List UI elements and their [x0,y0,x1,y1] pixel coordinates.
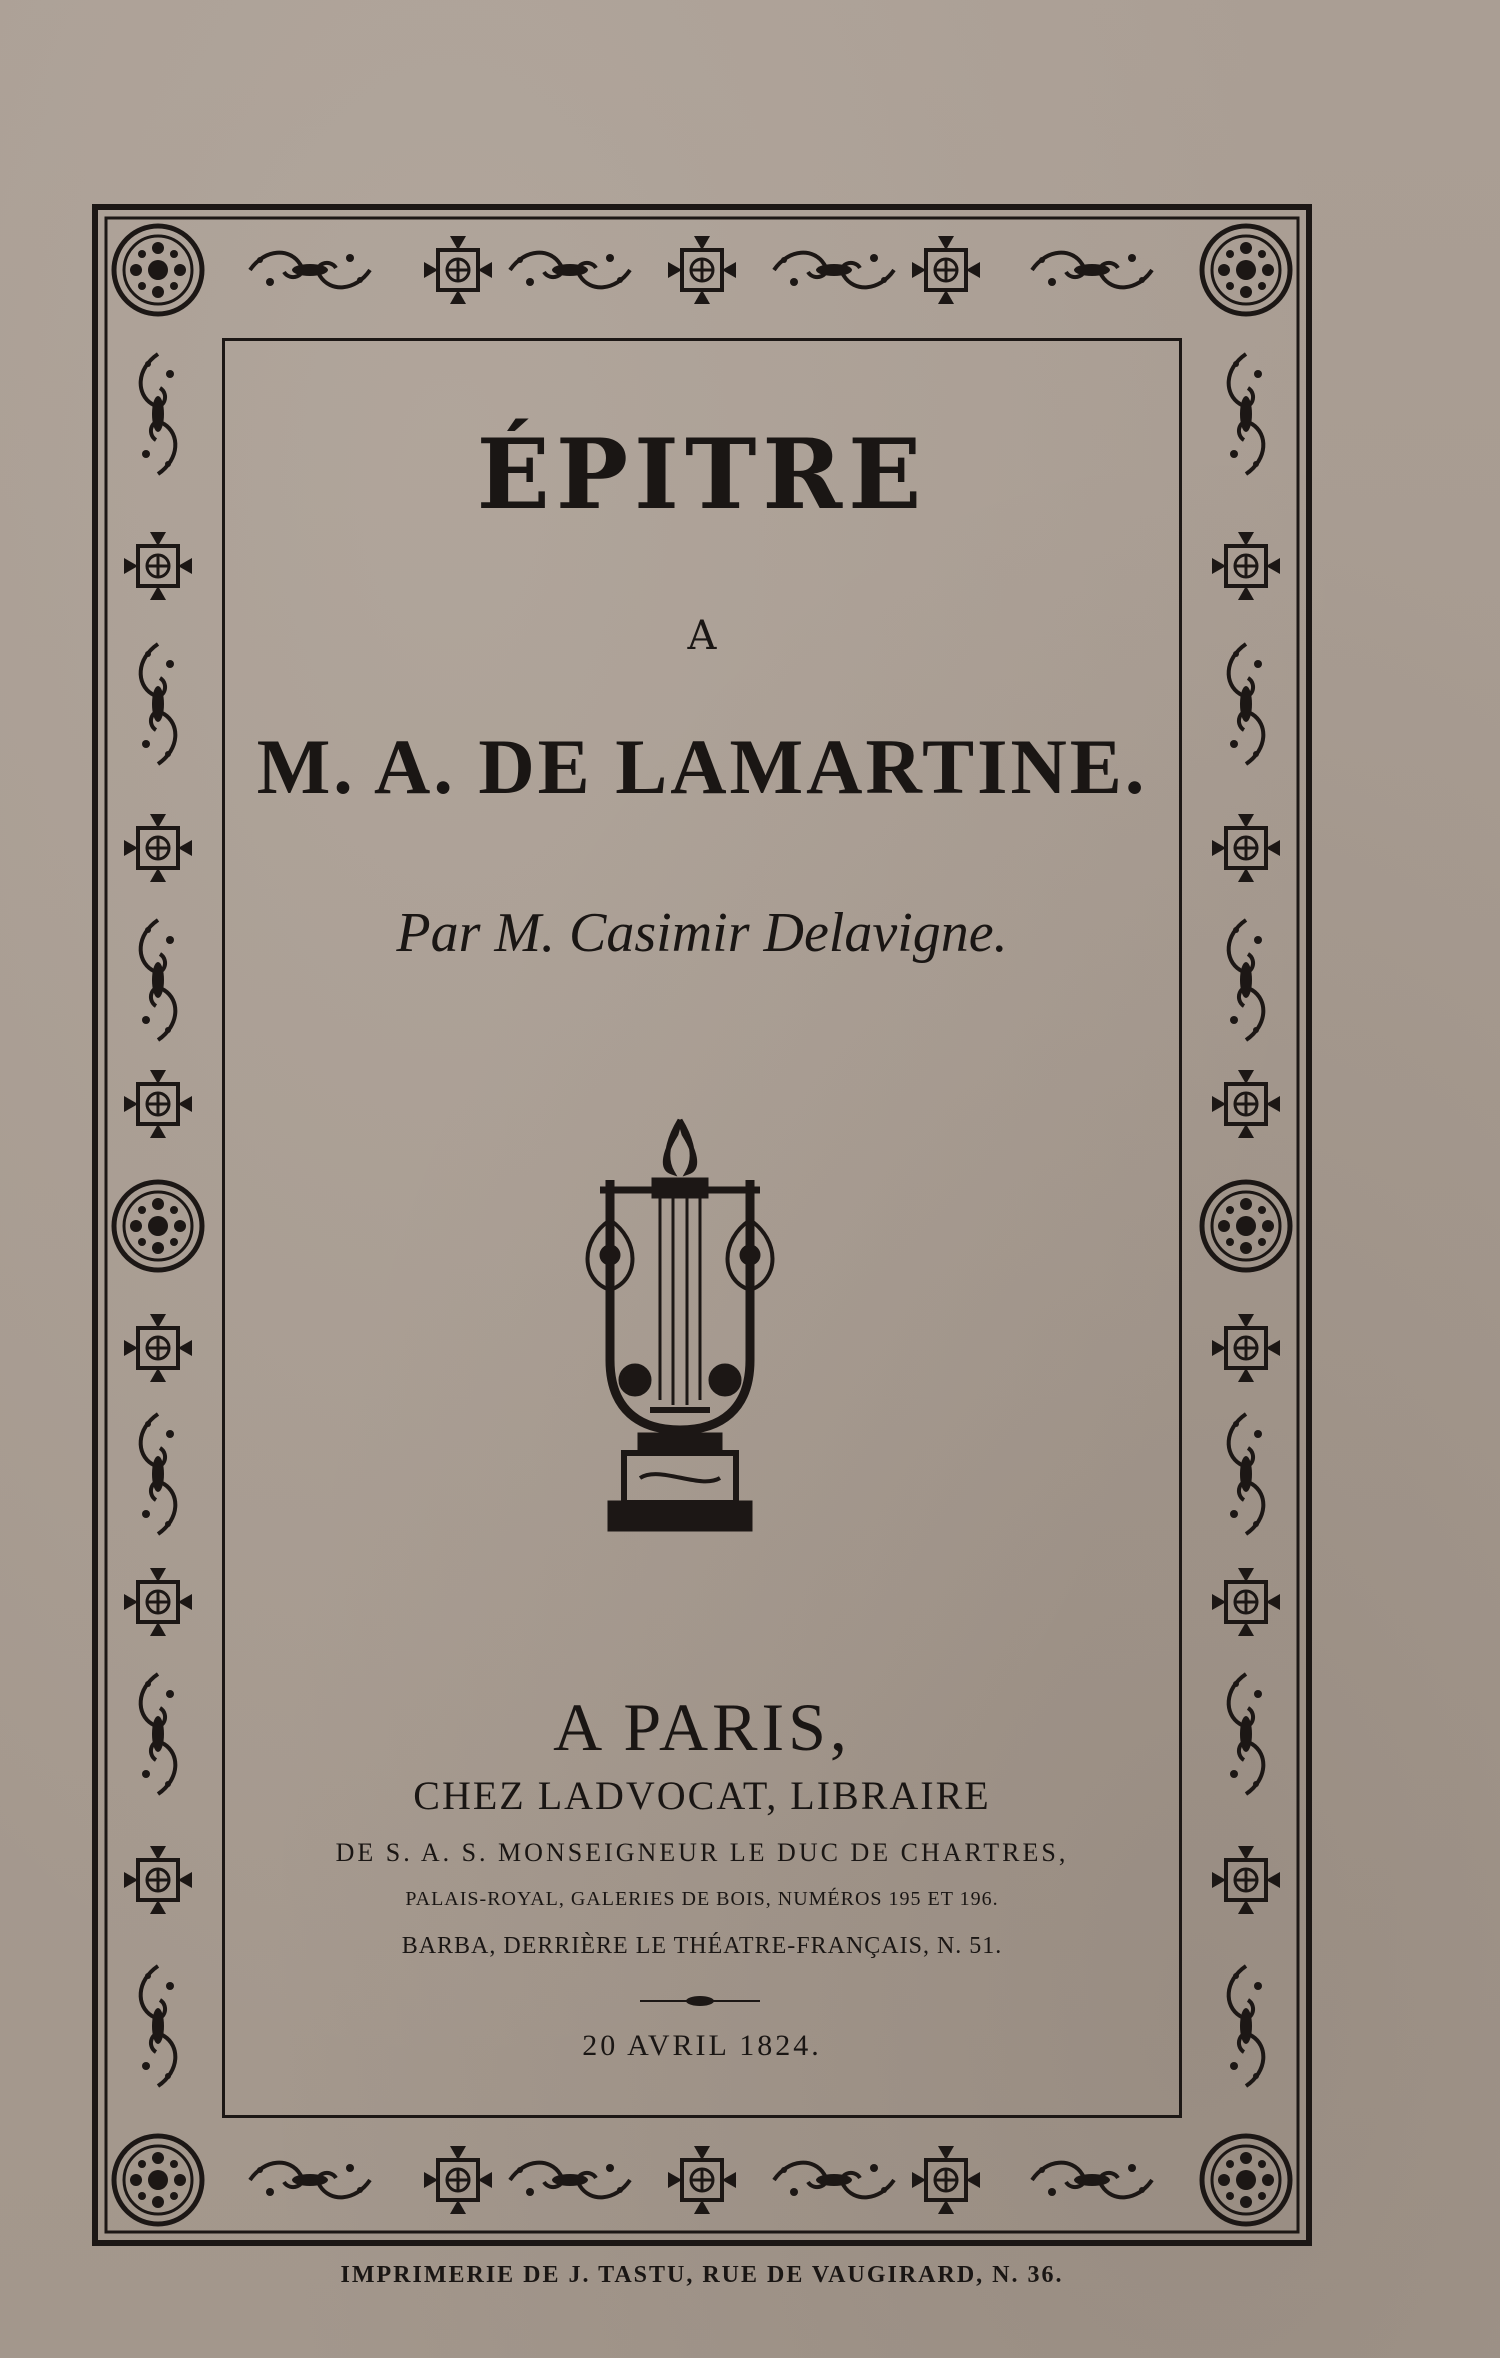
imprint-publisher: CHEZ LADVOCAT, LIBRAIRE [413,1773,991,1818]
addressee: M. A. DE LAMARTINE. [256,723,1148,810]
lyre-icon [580,1110,780,1540]
imprint-city: A PARIS, [553,1689,851,1765]
preposition: A [687,613,717,659]
author-line: Par M. Casimir Delavigne. [396,902,1008,964]
page-title: ÉPITRE [476,418,928,531]
printer-line: IMPRIMERIE DE J. TASTU, RUE DE VAUGIRARD, N. 36. [340,2262,1064,2288]
imprint-second-seller: BARBA, DERRIÈRE LE THÉATRE-FRANÇAIS, N. 51. [401,1933,1003,1959]
imprint-address: PALAIS-ROYAL, GALERIES DE BOIS, NUMÉROS 195 ET 196. [405,1888,999,1910]
imprint-publisher-title: DE S. A. S. MONSEIGNEUR LE DUC DE CHARTRES, [335,1838,1069,1867]
ornamental-rule [640,1994,760,2008]
imprint-date: 20 AVRIL 1824. [582,2029,822,2062]
